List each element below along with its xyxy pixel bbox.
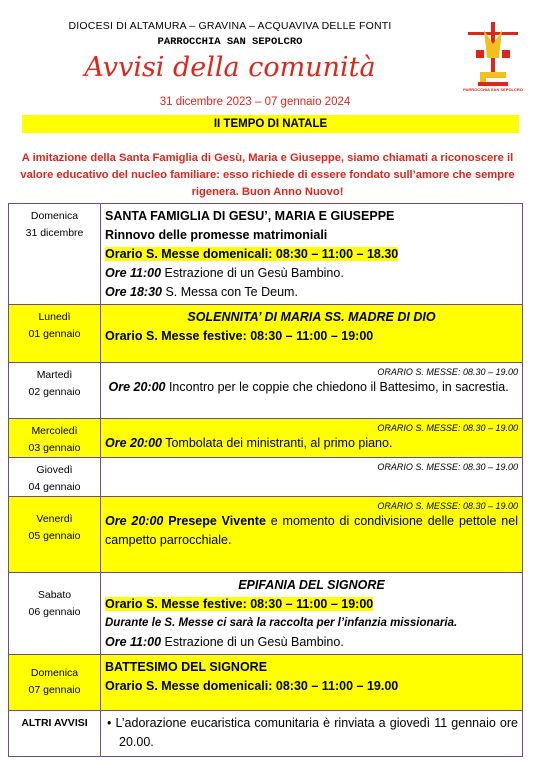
event-title: SOLENNITA’ DI MARIA SS. MADRE DI DIO xyxy=(187,310,436,324)
event-title: EPIFANIA DEL SIGNORE xyxy=(238,578,385,592)
schedule-row-other-notices xyxy=(9,711,523,757)
schedule-row-monday xyxy=(9,305,523,363)
event-cell xyxy=(101,419,523,458)
event-text: Tombolata dei ministranti, al primo piano. xyxy=(161,436,393,450)
day-cell xyxy=(9,655,101,711)
page-title: Avvisi della comunità xyxy=(84,52,376,83)
event-time: Ore 20:00 xyxy=(105,436,162,450)
mass-times-note: ORARIO S. MESSE: 08.30 – 19.00 xyxy=(377,501,518,511)
day-date: 03 gennaio xyxy=(28,442,81,454)
day-date: 07 gennaio xyxy=(28,684,81,696)
date-range: 31 dicembre 2023 – 07 gennaio 2024 xyxy=(159,96,351,108)
other-notices-cell xyxy=(101,711,523,757)
day-cell xyxy=(9,363,101,419)
schedule-row-wednesday xyxy=(9,419,523,458)
event-cell xyxy=(101,305,523,363)
day-name: Sabato xyxy=(37,589,72,601)
mass-times-note: ORARIO S. MESSE: 08.30 – 19.00 xyxy=(377,423,518,433)
event-cell xyxy=(101,204,523,305)
other-notices-label: ALTRI AVVISI xyxy=(9,711,101,757)
day-name: Domenica xyxy=(30,210,79,222)
event-time: Ore 18:30 xyxy=(105,285,162,299)
event-time: Ore 20:00 xyxy=(105,514,164,528)
mass-times-note: ORARIO S. MESSE: 08.30 – 19.00 xyxy=(377,367,518,377)
event-time: Ore 11:00 xyxy=(105,635,162,649)
day-name: Mercoledì xyxy=(31,425,78,437)
mass-times: Orario S. Messe domenicali: 08:30 – 11:00 – 18.30 xyxy=(105,247,399,261)
day-cell xyxy=(9,204,101,305)
bullet-icon: • xyxy=(107,716,116,730)
season-banner: II TEMPO DI NATALE xyxy=(22,115,519,133)
notice-text: L’adorazione eucaristica comunitaria è rinviata a giovedì 11 gennaio ore 20.00. xyxy=(115,716,518,749)
event-text: Estrazione di un Gesù Bambino. xyxy=(161,266,344,280)
intro-text: A imitazione della Santa Famiglia di Gesù, Maria e Giuseppe, siamo chiamati a riconoscere il valore educativo del nucleo familiare: esso richiede di essere fondato sull’amore che sempre rigenera. Buon Anno Nuovo! xyxy=(20,152,515,198)
day-date: 31 dicembre xyxy=(25,227,84,239)
schedule-row-sunday-07 xyxy=(9,655,523,711)
schedule-row-friday xyxy=(9,497,523,573)
day-date: 05 gennaio xyxy=(28,530,81,542)
event-text: Incontro per le coppie che chiedono il Battesimo, in sacrestia. xyxy=(165,380,509,394)
schedule-row-thursday xyxy=(9,458,523,497)
schedule-table xyxy=(8,203,523,757)
diocese-heading: DIOCESI DI ALTAMURA – GRAVINA – ACQUAVIVA DELLE FONTI xyxy=(68,20,392,32)
logo-caption: PARROCCHIA SAN SEPOLCRO xyxy=(463,87,523,92)
event-time: Ore 20:00 xyxy=(108,380,166,394)
event-text: S. Messa con Te Deum. xyxy=(161,285,298,299)
day-cell xyxy=(9,419,101,458)
mass-times: Orario S. Messe festive: 08:30 – 11:00 – 19:00 xyxy=(105,329,374,343)
event-subtitle: Rinnovo delle promesse matrimoniali xyxy=(105,228,328,242)
day-date: 06 gennaio xyxy=(28,606,81,618)
schedule-row-saturday xyxy=(9,573,523,655)
schedule-row-sunday-31 xyxy=(9,204,523,305)
parish-heading: PARROCCHIA SAN SEPOLCRO xyxy=(157,36,303,48)
event-title: BATTESIMO DEL SIGNORE xyxy=(105,660,268,674)
event-text: e momento di condivisione delle pettole nel campetto parrocchiale. xyxy=(105,514,518,547)
event-cell xyxy=(101,363,523,419)
event-title: SANTA FAMIGLIA DI GESU’, MARIA E GIUSEPPE xyxy=(105,209,395,223)
day-name: Venerdì xyxy=(36,513,73,525)
schedule-row-tuesday xyxy=(9,363,523,419)
day-name: Martedì xyxy=(36,369,73,381)
event-cell xyxy=(101,573,523,655)
event-cell xyxy=(101,458,523,497)
day-date: 04 gennaio xyxy=(28,481,81,493)
day-date: 01 gennaio xyxy=(28,328,81,340)
event-time: Ore 11:00 xyxy=(105,266,162,280)
day-cell xyxy=(9,497,101,573)
day-name: Domenica xyxy=(30,667,79,679)
day-cell xyxy=(9,305,101,363)
mass-times: Orario S. Messe domenicali: 08:30 – 11:00 – 19.00 xyxy=(105,679,399,693)
event-highlight: Presepe Vivente xyxy=(163,514,266,528)
event-note: Durante le S. Messe ci sarà la raccolta per l’infanzia missionaria. xyxy=(105,617,458,629)
mass-times-note: ORARIO S. MESSE: 08.30 – 19.00 xyxy=(377,462,518,472)
day-cell xyxy=(9,573,101,655)
day-date: 02 gennaio xyxy=(28,386,81,398)
mass-times: Orario S. Messe festive: 08:30 – 11:00 – 19:00 xyxy=(105,597,374,611)
event-text: Estrazione di un Gesù Bambino. xyxy=(161,635,344,649)
event-cell xyxy=(101,655,523,711)
list-item xyxy=(105,714,518,752)
day-name: Lunedì xyxy=(38,311,71,323)
event-cell xyxy=(101,497,523,573)
day-name: Giovedì xyxy=(36,464,73,476)
day-cell xyxy=(9,458,101,497)
parish-logo xyxy=(462,20,524,96)
